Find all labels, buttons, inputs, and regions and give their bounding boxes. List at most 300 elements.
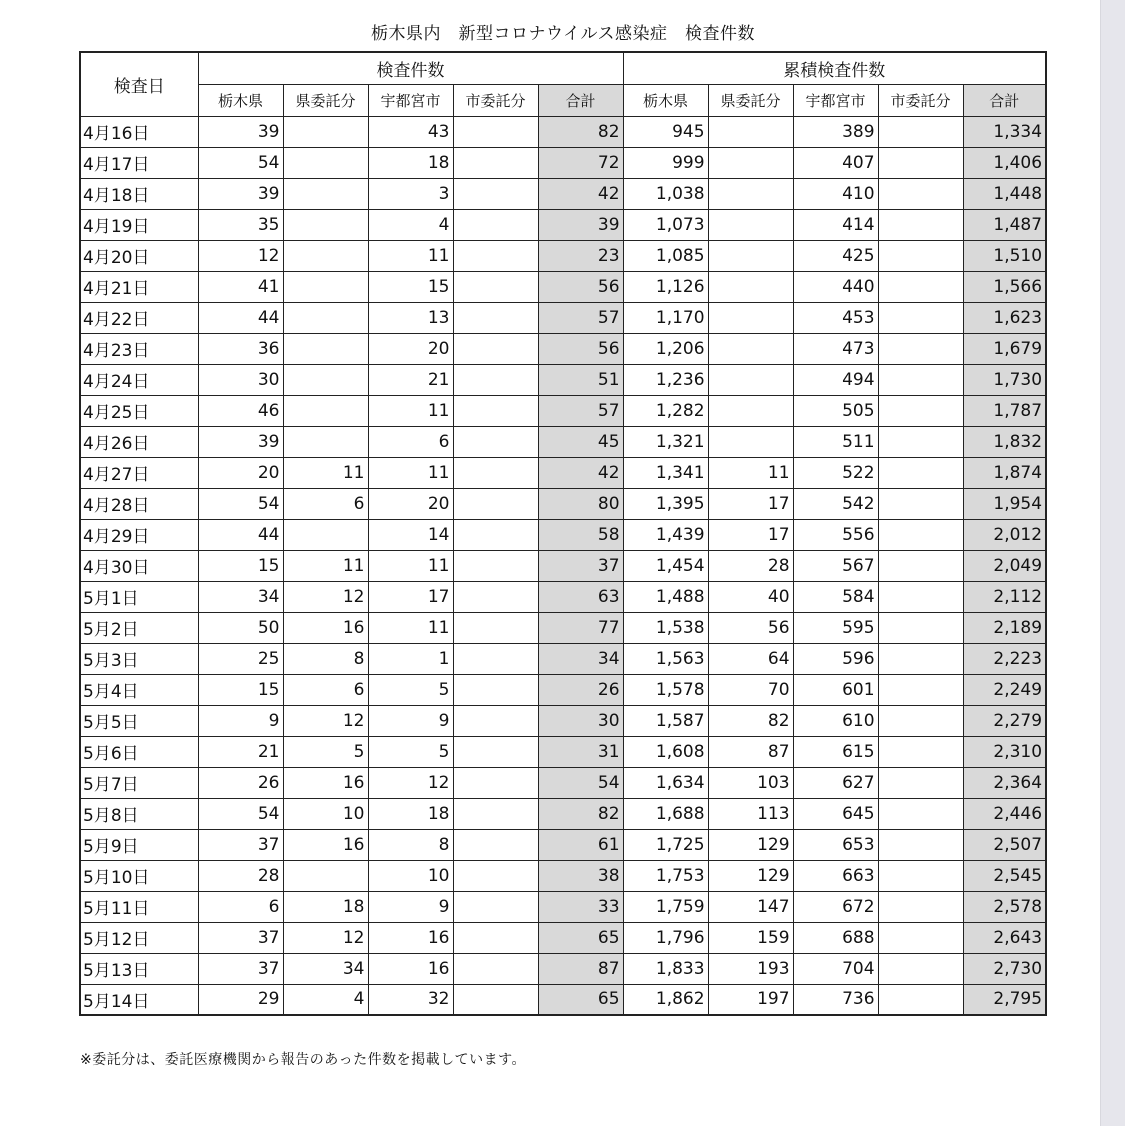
cumulative-cell — [708, 426, 793, 457]
cumulative-cell — [878, 891, 963, 922]
cumulative-cell: 615 — [793, 736, 878, 767]
cumulative-cell — [878, 953, 963, 984]
daily-cell: 87 — [538, 953, 623, 984]
cumulative-cell — [878, 922, 963, 953]
cumulative-cell: 1,833 — [623, 953, 708, 984]
cumulative-cell: 1,623 — [963, 302, 1046, 333]
header-cumulative-col-4: 合計 — [963, 84, 1046, 116]
daily-cell: 6 — [283, 674, 368, 705]
table-row — [80, 922, 1046, 953]
daily-cell: 12 — [198, 240, 283, 271]
table-row — [80, 953, 1046, 984]
cumulative-cell: 1,587 — [623, 705, 708, 736]
daily-cell: 50 — [198, 612, 283, 643]
cumulative-cell — [878, 581, 963, 612]
cumulative-cell: 556 — [793, 519, 878, 550]
cumulative-cell: 1,321 — [623, 426, 708, 457]
cumulative-cell: 1,578 — [623, 674, 708, 705]
cumulative-cell — [878, 395, 963, 426]
cumulative-cell: 1,832 — [963, 426, 1046, 457]
cumulative-cell: 28 — [708, 550, 793, 581]
cumulative-cell: 1,634 — [623, 767, 708, 798]
daily-cell — [283, 364, 368, 395]
cumulative-cell: 414 — [793, 209, 878, 240]
cumulative-cell: 1,126 — [623, 271, 708, 302]
cumulative-cell — [708, 271, 793, 302]
cumulative-cell — [878, 209, 963, 240]
date-cell: 4月28日 — [80, 488, 198, 519]
daily-cell: 6 — [283, 488, 368, 519]
daily-cell: 16 — [283, 612, 368, 643]
cumulative-cell: 1,787 — [963, 395, 1046, 426]
daily-cell — [283, 302, 368, 333]
header-row-groups — [80, 52, 1046, 84]
daily-cell: 58 — [538, 519, 623, 550]
daily-cell: 6 — [368, 426, 453, 457]
cumulative-cell: 2,189 — [963, 612, 1046, 643]
daily-cell — [453, 271, 538, 302]
date-cell: 5月6日 — [80, 736, 198, 767]
daily-cell: 54 — [198, 488, 283, 519]
daily-cell: 5 — [368, 736, 453, 767]
daily-cell: 44 — [198, 302, 283, 333]
cumulative-cell: 1,038 — [623, 178, 708, 209]
daily-cell: 25 — [198, 643, 283, 674]
daily-cell: 80 — [538, 488, 623, 519]
cumulative-cell: 2,364 — [963, 767, 1046, 798]
daily-cell: 45 — [538, 426, 623, 457]
daily-cell — [453, 860, 538, 891]
cumulative-cell: 453 — [793, 302, 878, 333]
cumulative-cell: 2,730 — [963, 953, 1046, 984]
table-row — [80, 767, 1046, 798]
cumulative-cell — [878, 519, 963, 550]
daily-cell: 11 — [368, 457, 453, 488]
cumulative-cell — [708, 209, 793, 240]
table-row — [80, 116, 1046, 147]
daily-cell: 65 — [538, 922, 623, 953]
daily-cell: 56 — [538, 333, 623, 364]
daily-cell: 37 — [198, 953, 283, 984]
daily-cell: 56 — [538, 271, 623, 302]
daily-cell: 28 — [198, 860, 283, 891]
header-cumulative-tests: 累積検査件数 — [623, 52, 1046, 84]
table-row — [80, 581, 1046, 612]
daily-cell — [453, 519, 538, 550]
daily-cell: 16 — [368, 953, 453, 984]
header-date: 検査日 — [80, 52, 198, 116]
document-title: 栃木県内 新型コロナウイルス感染症 検査件数 — [371, 24, 755, 44]
daily-cell — [453, 736, 538, 767]
footnote: ※委託分は、委託医療機関から報告のあった件数を掲載しています。 — [80, 1052, 526, 1068]
daily-cell: 54 — [198, 147, 283, 178]
cumulative-cell — [878, 705, 963, 736]
cumulative-cell: 2,223 — [963, 643, 1046, 674]
daily-cell: 37 — [538, 550, 623, 581]
date-cell: 5月12日 — [80, 922, 198, 953]
cumulative-cell — [708, 240, 793, 271]
table-row — [80, 457, 1046, 488]
daily-cell: 37 — [198, 829, 283, 860]
daily-cell: 35 — [198, 209, 283, 240]
daily-cell: 16 — [368, 922, 453, 953]
cumulative-cell: 2,446 — [963, 798, 1046, 829]
daily-cell: 57 — [538, 395, 623, 426]
testing-table — [79, 51, 1047, 1016]
daily-cell: 18 — [368, 798, 453, 829]
table-row — [80, 984, 1046, 1015]
cumulative-cell: 2,249 — [963, 674, 1046, 705]
daily-cell: 82 — [538, 798, 623, 829]
daily-cell: 21 — [198, 736, 283, 767]
daily-cell: 34 — [283, 953, 368, 984]
daily-cell — [453, 612, 538, 643]
cumulative-cell: 1,759 — [623, 891, 708, 922]
daily-cell — [453, 767, 538, 798]
daily-cell: 42 — [538, 178, 623, 209]
cumulative-cell: 511 — [793, 426, 878, 457]
daily-cell: 11 — [368, 550, 453, 581]
daily-cell: 15 — [198, 674, 283, 705]
cumulative-cell: 2,643 — [963, 922, 1046, 953]
date-cell: 5月11日 — [80, 891, 198, 922]
daily-cell — [453, 922, 538, 953]
cumulative-cell: 1,954 — [963, 488, 1046, 519]
daily-cell: 9 — [368, 891, 453, 922]
daily-cell: 9 — [368, 705, 453, 736]
date-cell: 4月24日 — [80, 364, 198, 395]
daily-cell — [453, 829, 538, 860]
daily-cell: 42 — [538, 457, 623, 488]
daily-cell: 21 — [368, 364, 453, 395]
date-cell: 4月16日 — [80, 116, 198, 147]
daily-cell: 1 — [368, 643, 453, 674]
cumulative-cell — [708, 147, 793, 178]
daily-cell: 30 — [198, 364, 283, 395]
daily-cell: 54 — [538, 767, 623, 798]
table-row — [80, 209, 1046, 240]
daily-cell — [453, 581, 538, 612]
cumulative-cell: 70 — [708, 674, 793, 705]
daily-cell — [453, 953, 538, 984]
cumulative-cell — [708, 178, 793, 209]
daily-cell: 77 — [538, 612, 623, 643]
daily-cell: 8 — [368, 829, 453, 860]
cumulative-cell: 64 — [708, 643, 793, 674]
cumulative-cell: 595 — [793, 612, 878, 643]
cumulative-cell: 2,545 — [963, 860, 1046, 891]
header-daily-col-1: 県委託分 — [283, 84, 368, 116]
cumulative-cell — [878, 612, 963, 643]
daily-cell: 31 — [538, 736, 623, 767]
cumulative-cell: 129 — [708, 860, 793, 891]
date-cell: 4月26日 — [80, 426, 198, 457]
header-cumulative-col-3: 市委託分 — [878, 84, 963, 116]
daily-cell: 12 — [283, 581, 368, 612]
cumulative-cell — [878, 550, 963, 581]
daily-cell: 57 — [538, 302, 623, 333]
daily-cell: 38 — [538, 860, 623, 891]
cumulative-cell: 1,796 — [623, 922, 708, 953]
daily-cell: 3 — [368, 178, 453, 209]
cumulative-cell: 440 — [793, 271, 878, 302]
cumulative-cell — [878, 829, 963, 860]
cumulative-cell: 2,310 — [963, 736, 1046, 767]
header-daily-col-3: 市委託分 — [453, 84, 538, 116]
header-cumulative-col-2: 宇都宮市 — [793, 84, 878, 116]
cumulative-cell: 2,012 — [963, 519, 1046, 550]
daily-cell: 6 — [198, 891, 283, 922]
daily-cell — [453, 178, 538, 209]
daily-cell — [453, 364, 538, 395]
cumulative-cell — [878, 178, 963, 209]
daily-cell: 18 — [368, 147, 453, 178]
cumulative-cell: 494 — [793, 364, 878, 395]
date-cell: 4月21日 — [80, 271, 198, 302]
cumulative-cell — [708, 395, 793, 426]
daily-cell: 20 — [198, 457, 283, 488]
daily-cell: 33 — [538, 891, 623, 922]
daily-cell: 46 — [198, 395, 283, 426]
daily-cell: 12 — [368, 767, 453, 798]
header-daily-tests: 検査件数 — [198, 52, 623, 84]
cumulative-cell: 2,049 — [963, 550, 1046, 581]
cumulative-cell: 425 — [793, 240, 878, 271]
cumulative-cell: 407 — [793, 147, 878, 178]
date-cell: 5月10日 — [80, 860, 198, 891]
cumulative-cell — [878, 116, 963, 147]
cumulative-cell: 1,395 — [623, 488, 708, 519]
date-cell: 4月19日 — [80, 209, 198, 240]
daily-cell: 15 — [198, 550, 283, 581]
daily-cell — [283, 116, 368, 147]
daily-cell — [453, 333, 538, 364]
cumulative-cell: 688 — [793, 922, 878, 953]
daily-cell: 43 — [368, 116, 453, 147]
date-cell: 5月4日 — [80, 674, 198, 705]
cumulative-cell: 1,282 — [623, 395, 708, 426]
daily-cell: 17 — [368, 581, 453, 612]
table-row — [80, 426, 1046, 457]
cumulative-cell: 1,538 — [623, 612, 708, 643]
daily-cell: 14 — [368, 519, 453, 550]
cumulative-cell: 505 — [793, 395, 878, 426]
cumulative-cell: 596 — [793, 643, 878, 674]
daily-cell: 20 — [368, 333, 453, 364]
cumulative-cell — [878, 984, 963, 1015]
cumulative-cell: 1,566 — [963, 271, 1046, 302]
cumulative-cell: 410 — [793, 178, 878, 209]
cumulative-cell — [708, 364, 793, 395]
cumulative-cell: 113 — [708, 798, 793, 829]
daily-cell: 8 — [283, 643, 368, 674]
date-cell: 4月29日 — [80, 519, 198, 550]
cumulative-cell: 1,341 — [623, 457, 708, 488]
header-cumulative-col-1: 県委託分 — [708, 84, 793, 116]
cumulative-cell: 2,795 — [963, 984, 1046, 1015]
header-daily-col-2: 宇都宮市 — [368, 84, 453, 116]
daily-cell: 23 — [538, 240, 623, 271]
cumulative-cell: 2,279 — [963, 705, 1046, 736]
daily-cell: 82 — [538, 116, 623, 147]
cumulative-cell: 522 — [793, 457, 878, 488]
cumulative-cell: 672 — [793, 891, 878, 922]
cumulative-cell: 945 — [623, 116, 708, 147]
table-row — [80, 705, 1046, 736]
cumulative-cell: 17 — [708, 519, 793, 550]
table-row — [80, 271, 1046, 302]
table-row — [80, 860, 1046, 891]
table-row — [80, 798, 1046, 829]
daily-cell — [453, 457, 538, 488]
cumulative-cell: 1,688 — [623, 798, 708, 829]
daily-cell — [453, 395, 538, 426]
daily-cell: 15 — [368, 271, 453, 302]
table-body — [80, 116, 1046, 1015]
cumulative-cell: 159 — [708, 922, 793, 953]
cumulative-cell — [878, 736, 963, 767]
daily-cell — [453, 426, 538, 457]
daily-cell: 4 — [283, 984, 368, 1015]
table-row — [80, 302, 1046, 333]
cumulative-cell: 1,679 — [963, 333, 1046, 364]
cumulative-cell: 82 — [708, 705, 793, 736]
date-cell: 5月5日 — [80, 705, 198, 736]
daily-cell: 18 — [283, 891, 368, 922]
cumulative-cell: 1,448 — [963, 178, 1046, 209]
cumulative-cell: 1,730 — [963, 364, 1046, 395]
cumulative-cell: 1,563 — [623, 643, 708, 674]
daily-cell: 39 — [198, 426, 283, 457]
cumulative-cell — [708, 116, 793, 147]
daily-cell: 34 — [198, 581, 283, 612]
daily-cell: 11 — [283, 550, 368, 581]
daily-cell: 11 — [368, 612, 453, 643]
table-row — [80, 550, 1046, 581]
cumulative-cell — [878, 302, 963, 333]
date-cell: 4月17日 — [80, 147, 198, 178]
daily-cell: 10 — [368, 860, 453, 891]
cumulative-cell: 736 — [793, 984, 878, 1015]
cumulative-cell: 567 — [793, 550, 878, 581]
table-row — [80, 674, 1046, 705]
daily-cell: 16 — [283, 829, 368, 860]
cumulative-cell: 1,488 — [623, 581, 708, 612]
daily-cell: 4 — [368, 209, 453, 240]
daily-cell: 26 — [198, 767, 283, 798]
cumulative-cell: 129 — [708, 829, 793, 860]
daily-cell: 54 — [198, 798, 283, 829]
cumulative-cell: 1,334 — [963, 116, 1046, 147]
cumulative-cell: 601 — [793, 674, 878, 705]
date-cell: 5月13日 — [80, 953, 198, 984]
cumulative-cell: 999 — [623, 147, 708, 178]
cumulative-cell: 1,874 — [963, 457, 1046, 488]
daily-cell — [283, 209, 368, 240]
date-cell: 4月30日 — [80, 550, 198, 581]
daily-cell: 5 — [283, 736, 368, 767]
cumulative-cell: 87 — [708, 736, 793, 767]
daily-cell: 51 — [538, 364, 623, 395]
daily-cell — [283, 147, 368, 178]
daily-cell: 34 — [538, 643, 623, 674]
cumulative-cell — [878, 767, 963, 798]
daily-cell: 10 — [283, 798, 368, 829]
cumulative-cell: 2,578 — [963, 891, 1046, 922]
cumulative-cell: 40 — [708, 581, 793, 612]
table-row — [80, 736, 1046, 767]
cumulative-cell — [878, 643, 963, 674]
date-cell: 4月25日 — [80, 395, 198, 426]
daily-cell — [283, 395, 368, 426]
cumulative-cell: 1,085 — [623, 240, 708, 271]
daily-cell — [453, 643, 538, 674]
daily-cell — [453, 984, 538, 1015]
cumulative-cell: 1,862 — [623, 984, 708, 1015]
table-row — [80, 364, 1046, 395]
daily-cell: 39 — [538, 209, 623, 240]
daily-cell: 32 — [368, 984, 453, 1015]
cumulative-cell — [878, 364, 963, 395]
daily-cell — [283, 178, 368, 209]
cumulative-cell: 1,454 — [623, 550, 708, 581]
cumulative-cell: 610 — [793, 705, 878, 736]
header-row-subcolumns — [80, 84, 1046, 116]
daily-cell — [453, 488, 538, 519]
cumulative-cell: 584 — [793, 581, 878, 612]
header-daily-col-4: 合計 — [538, 84, 623, 116]
daily-cell — [283, 271, 368, 302]
table-row — [80, 643, 1046, 674]
daily-cell: 11 — [283, 457, 368, 488]
viewer-right-edge — [1100, 0, 1125, 1126]
daily-cell: 12 — [283, 705, 368, 736]
daily-cell: 13 — [368, 302, 453, 333]
date-cell: 5月3日 — [80, 643, 198, 674]
cumulative-cell: 1,487 — [963, 209, 1046, 240]
cumulative-cell: 11 — [708, 457, 793, 488]
table-row — [80, 147, 1046, 178]
cumulative-cell — [878, 798, 963, 829]
daily-cell: 5 — [368, 674, 453, 705]
cumulative-cell: 389 — [793, 116, 878, 147]
table-row — [80, 178, 1046, 209]
cumulative-cell: 645 — [793, 798, 878, 829]
cumulative-cell: 1,608 — [623, 736, 708, 767]
date-cell: 4月22日 — [80, 302, 198, 333]
daily-cell — [453, 798, 538, 829]
date-cell: 4月18日 — [80, 178, 198, 209]
daily-cell: 37 — [198, 922, 283, 953]
cumulative-cell — [878, 674, 963, 705]
cumulative-cell — [708, 333, 793, 364]
cumulative-cell: 103 — [708, 767, 793, 798]
daily-cell: 30 — [538, 705, 623, 736]
table-row — [80, 612, 1046, 643]
header-daily-col-0: 栃木県 — [198, 84, 283, 116]
daily-cell: 39 — [198, 116, 283, 147]
cumulative-cell: 1,725 — [623, 829, 708, 860]
date-cell: 5月7日 — [80, 767, 198, 798]
cumulative-cell: 473 — [793, 333, 878, 364]
cumulative-cell: 147 — [708, 891, 793, 922]
cumulative-cell: 1,510 — [963, 240, 1046, 271]
daily-cell — [453, 302, 538, 333]
cumulative-cell: 193 — [708, 953, 793, 984]
cumulative-cell: 2,112 — [963, 581, 1046, 612]
date-cell: 4月20日 — [80, 240, 198, 271]
table-row — [80, 519, 1046, 550]
